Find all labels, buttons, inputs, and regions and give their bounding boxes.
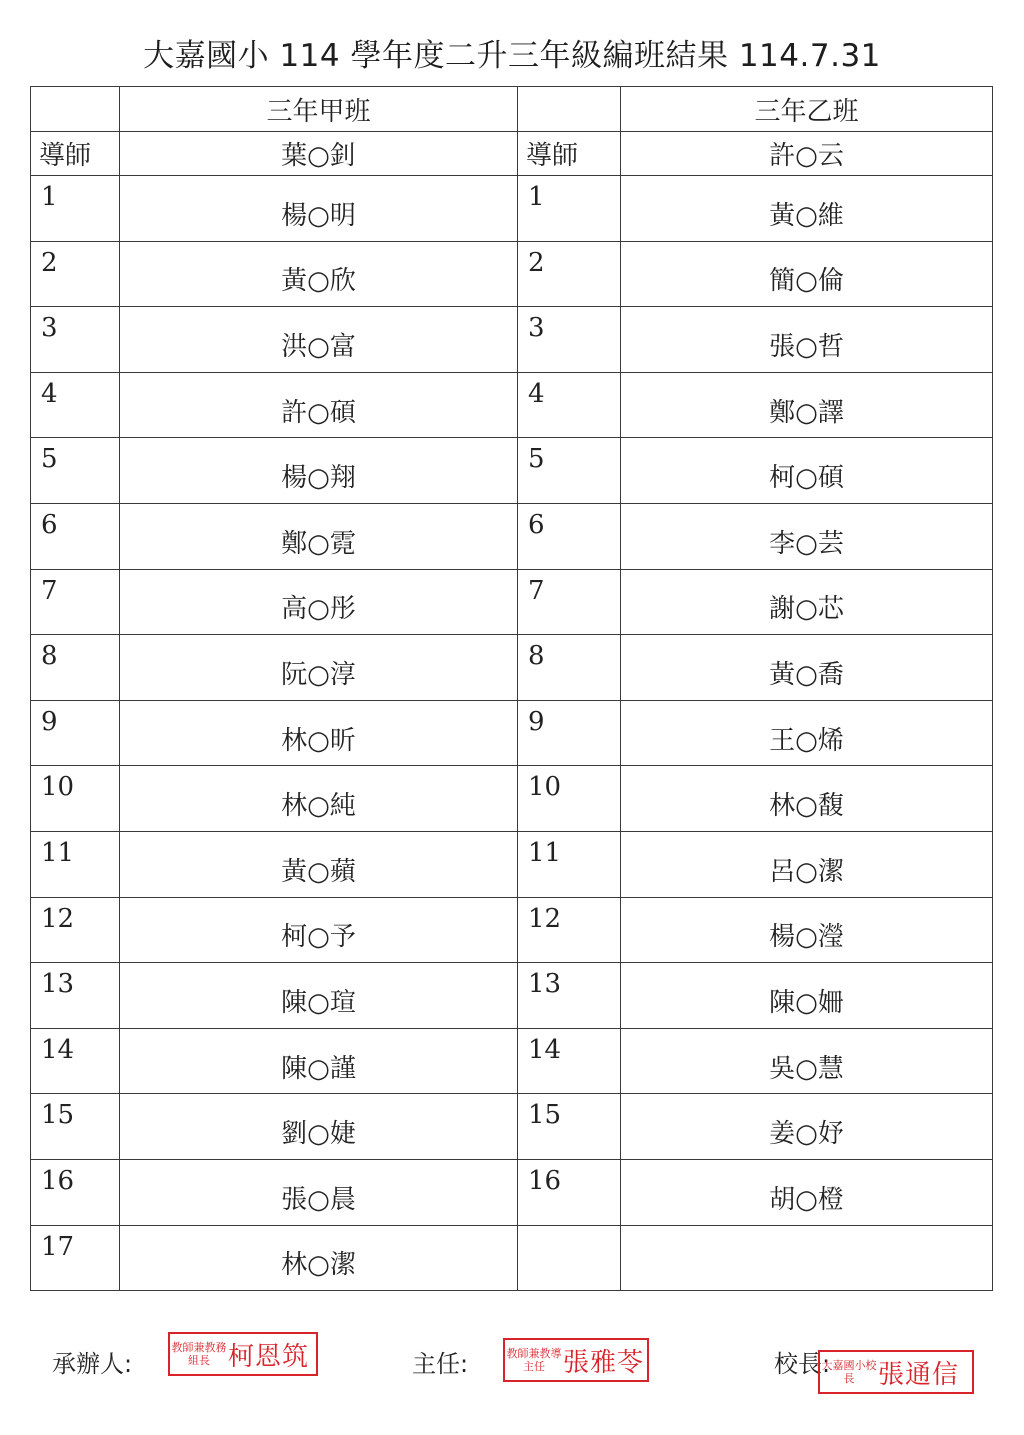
table-row [31, 372, 993, 438]
class-b-seat-number: 3 [518, 307, 621, 373]
class-b-seat-number [518, 1225, 621, 1291]
organizer-label: 承辦人: [52, 1350, 133, 1378]
organizer-stamp-title: 教師兼教務組長 [171, 1341, 227, 1367]
class-b-student-name: 張○哲 [621, 307, 993, 373]
class-a-seat-number: 15 [31, 1094, 120, 1160]
class-a-seat-number: 1 [31, 176, 120, 242]
class-roster-table [30, 86, 993, 1291]
class-b-seat-number: 7 [518, 569, 621, 635]
class-a-student-name: 楊○明 [120, 176, 518, 242]
principal-label: 校長: [774, 1350, 831, 1378]
corner-cell-b [518, 87, 621, 132]
class-a-student-name: 林○純 [120, 766, 518, 832]
class-a-student-name: 楊○翔 [120, 438, 518, 504]
class-b-seat-number: 13 [518, 963, 621, 1029]
class-b-student-name: 簡○倫 [621, 241, 993, 307]
director-stamp-name: 張雅苓 [563, 1347, 645, 1378]
table-row [31, 635, 993, 701]
class-a-student-name: 柯○予 [120, 897, 518, 963]
table-row [31, 1159, 993, 1225]
class-a-teacher: 葉○釗 [120, 132, 518, 176]
class-b-seat-number: 6 [518, 503, 621, 569]
class-b-seat-number: 5 [518, 438, 621, 504]
table-row [31, 503, 993, 569]
class-b-student-name: 黃○喬 [621, 635, 993, 701]
class-b-seat-number: 15 [518, 1094, 621, 1160]
table-row [31, 963, 993, 1029]
class-a-name: 三年甲班 [120, 87, 518, 132]
class-header-row [31, 87, 993, 132]
class-a-student-name: 洪○富 [120, 307, 518, 373]
class-a-student-name: 林○昕 [120, 700, 518, 766]
table-row [31, 438, 993, 504]
class-a-seat-number: 10 [31, 766, 120, 832]
class-a-student-name: 黃○蘋 [120, 831, 518, 897]
table-row [31, 700, 993, 766]
class-b-student-name: 吳○慧 [621, 1028, 993, 1094]
class-b-seat-number: 10 [518, 766, 621, 832]
class-b-student-name: 柯○碩 [621, 438, 993, 504]
student-rows [31, 176, 993, 1291]
table-row [31, 307, 993, 373]
class-a-seat-number: 14 [31, 1028, 120, 1094]
class-a-seat-number: 2 [31, 241, 120, 307]
class-b-student-name: 胡○橙 [621, 1159, 993, 1225]
class-a-seat-number: 7 [31, 569, 120, 635]
principal-seal-stamp [818, 1350, 974, 1394]
class-b-student-name: 楊○瀅 [621, 897, 993, 963]
corner-cell-a [31, 87, 120, 132]
class-b-student-name: 王○烯 [621, 700, 993, 766]
table-row [31, 897, 993, 963]
class-a-seat-number: 4 [31, 372, 120, 438]
class-b-seat-number: 8 [518, 635, 621, 701]
class-a-seat-number: 13 [31, 963, 120, 1029]
class-a-seat-number: 5 [31, 438, 120, 504]
page-title: 大嘉國小 114 學年度二升三年級編班結果 114.7.31 [143, 38, 881, 74]
class-b-student-name: 黃○維 [621, 176, 993, 242]
class-b-student-name [621, 1225, 993, 1291]
class-a-student-name: 張○晨 [120, 1159, 518, 1225]
teacher-row [31, 132, 993, 176]
class-a-student-name: 鄭○霓 [120, 503, 518, 569]
table-row [31, 241, 993, 307]
class-b-seat-number: 9 [518, 700, 621, 766]
class-b-seat-number: 12 [518, 897, 621, 963]
class-a-student-name: 許○碩 [120, 372, 518, 438]
signature-footer [0, 1330, 1024, 1400]
class-b-seat-number: 1 [518, 176, 621, 242]
table-row [31, 1094, 993, 1160]
class-b-teacher-label: 導師 [518, 132, 621, 176]
class-a-seat-number: 3 [31, 307, 120, 373]
class-b-seat-number: 2 [518, 241, 621, 307]
class-b-student-name: 陳○姍 [621, 963, 993, 1029]
class-a-seat-number: 9 [31, 700, 120, 766]
principal-stamp-name: 張通信 [878, 1359, 960, 1390]
class-a-seat-number: 16 [31, 1159, 120, 1225]
class-a-seat-number: 11 [31, 831, 120, 897]
class-a-seat-number: 6 [31, 503, 120, 569]
table-row [31, 1225, 993, 1291]
class-b-student-name: 李○芸 [621, 503, 993, 569]
table-row [31, 831, 993, 897]
class-a-student-name: 劉○婕 [120, 1094, 518, 1160]
class-a-seat-number: 12 [31, 897, 120, 963]
class-a-seat-number: 8 [31, 635, 120, 701]
organizer-seal-stamp [168, 1332, 318, 1376]
class-b-seat-number: 14 [518, 1028, 621, 1094]
principal-stamp-title: 大嘉國小校長 [821, 1359, 877, 1385]
class-b-seat-number: 16 [518, 1159, 621, 1225]
class-b-seat-number: 11 [518, 831, 621, 897]
director-seal-stamp [503, 1338, 649, 1382]
class-b-student-name: 呂○潔 [621, 831, 993, 897]
class-b-student-name: 謝○芯 [621, 569, 993, 635]
class-a-teacher-label: 導師 [31, 132, 120, 176]
class-a-student-name: 高○彤 [120, 569, 518, 635]
organizer-stamp-name: 柯恩筑 [228, 1341, 310, 1372]
table-row [31, 176, 993, 242]
table-row [31, 766, 993, 832]
class-a-student-name: 陳○謹 [120, 1028, 518, 1094]
class-b-student-name: 林○馥 [621, 766, 993, 832]
class-a-student-name: 陳○瑄 [120, 963, 518, 1029]
director-label: 主任: [412, 1350, 469, 1378]
class-a-student-name: 阮○淳 [120, 635, 518, 701]
class-b-student-name: 鄭○譯 [621, 372, 993, 438]
table-row [31, 569, 993, 635]
class-b-teacher: 許○云 [621, 132, 993, 176]
class-a-seat-number: 17 [31, 1225, 120, 1291]
class-b-name: 三年乙班 [621, 87, 993, 132]
class-a-student-name: 黃○欣 [120, 241, 518, 307]
table-row [31, 1028, 993, 1094]
class-b-seat-number: 4 [518, 372, 621, 438]
class-a-student-name: 林○潔 [120, 1225, 518, 1291]
director-stamp-title: 教師兼教導主任 [506, 1347, 562, 1373]
class-b-student-name: 姜○妤 [621, 1094, 993, 1160]
